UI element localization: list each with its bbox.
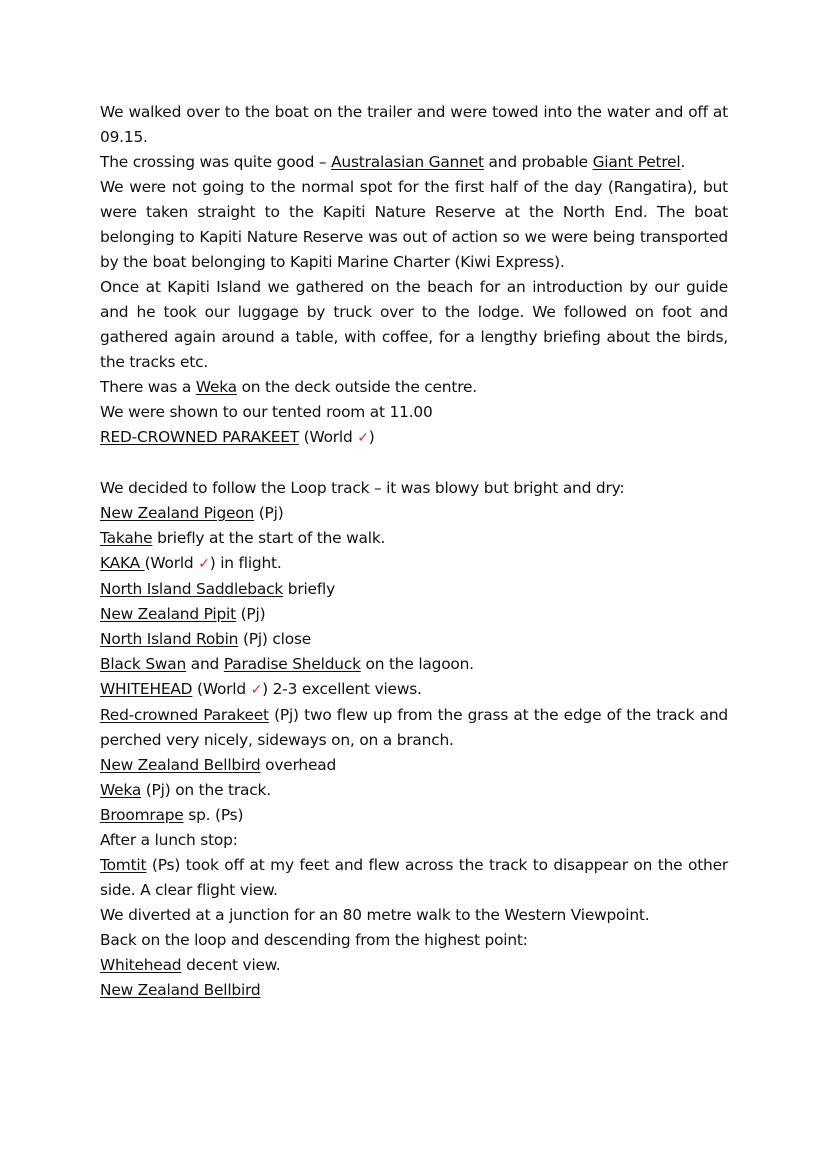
species-nz-bellbird: New Zealand Bellbird <box>100 756 261 774</box>
paragraph-rcp-lifer <box>100 425 728 451</box>
species-weka-track: Weka <box>100 781 142 799</box>
blank-line <box>100 451 728 476</box>
list-item <box>100 803 728 828</box>
species-australasian-gannet: Australasian Gannet <box>331 153 484 171</box>
list-item <box>100 577 728 602</box>
list-item <box>100 551 728 577</box>
text-robin-note: (Pj) close <box>238 630 312 648</box>
species-whitehead-lifer: WHITEHEAD <box>100 680 193 698</box>
list-item <box>100 703 728 753</box>
species-ni-robin: North Island Robin <box>100 630 239 648</box>
text-weka-track-note: (Pj) on the track. <box>141 781 271 799</box>
text-world: (World <box>298 428 358 446</box>
list-item <box>100 526 728 551</box>
text-bellbird-note: overhead <box>260 756 337 774</box>
text-broomrape-note: sp. (Ps) <box>183 806 244 824</box>
list-item <box>100 677 728 703</box>
text-weka-deck: There was a <box>100 378 196 396</box>
text-boat: We walked over to the boat on the trailer and were towed into the water and off at 09.15. <box>100 103 728 146</box>
text-whitehead2-note: decent view. <box>181 956 281 974</box>
text-tomtit-note: (Ps) took off at my feet and flew across the track to disappear on the other side. A clear flight view. <box>100 856 728 899</box>
paragraph-tented-room <box>100 400 728 425</box>
list-item <box>100 753 728 778</box>
list-item <box>100 953 728 978</box>
text-reserve: We were not going to the normal spot for the first half of the day (Rangatira), but were taken straight to the Kapiti Nature Reserve at the North End. The boat belonging to Kapiti Nature Reserve was out of action so we were being transported by the boat belonging to Kapiti Marine Charter (Kiwi Express). <box>100 178 728 271</box>
text-tented-room: We were shown to our tented room at 11.00 <box>100 403 433 421</box>
species-paradise-shelduck: Paradise Shelduck <box>223 655 361 673</box>
species-nz-pipit: New Zealand Pipit <box>100 605 236 623</box>
species-red-crowned-parakeet-lifer: RED-CROWNED PARAKEET <box>100 428 299 446</box>
species-nz-bellbird-2: New Zealand Bellbird <box>100 981 261 999</box>
text-takahe-note: briefly at the start of the walk. <box>152 529 386 547</box>
species-tomtit: Tomtit <box>100 856 147 874</box>
list-item <box>100 501 728 526</box>
text-back-loop: Back on the loop and descending from the highest point: <box>100 931 528 949</box>
paragraph-beach <box>100 275 728 375</box>
text-world: (World <box>192 680 251 698</box>
list-item <box>100 652 728 677</box>
species-broomrape: Broomrape <box>100 806 184 824</box>
text-world-close: ) <box>368 428 375 446</box>
paragraph-reserve <box>100 175 728 275</box>
text-rcp-note: (Pj) two flew up from the grass at the edge of the track and perched very nicely, sideways on, on a branch. <box>100 706 729 749</box>
checkmark-icon: ✓ <box>198 556 210 572</box>
text-diverted: We diverted at a junction for an 80 metre walk to the Western Viewpoint. <box>100 906 650 924</box>
journal-text <box>100 100 728 1003</box>
text-crossing-2: and probable <box>483 153 593 171</box>
text-lagoon-note: on the lagoon. <box>360 655 474 673</box>
text-loop: We decided to follow the Loop track – it was blowy but bright and dry: <box>100 479 625 497</box>
text-pipit-note: (Pj) <box>235 605 266 623</box>
paragraph-diverted <box>100 903 728 928</box>
species-kaka: KAKA <box>100 554 145 572</box>
species-whitehead: Whitehead <box>100 956 182 974</box>
species-black-swan: Black Swan <box>100 655 187 673</box>
text-crossing-3: . <box>680 153 686 171</box>
list-item <box>100 627 728 652</box>
text-beach: Once at Kapiti Island we gathered on the beach for an introduction by our guide and he took our luggage by truck over to the lodge. We followed on foot and gathered again around a table, with coffee, for a lengthy briefing about the birds, the tracks etc. <box>100 278 728 371</box>
paragraph-boat <box>100 100 728 150</box>
list-item <box>100 978 728 1003</box>
checkmark-icon: ✓ <box>250 682 263 698</box>
text-saddleback-note: briefly <box>283 580 336 598</box>
text-whitehead-note: ) 2-3 excellent views. <box>262 680 422 698</box>
text-weka-deck-2: on the deck outside the centre. <box>236 378 477 396</box>
paragraph-back-loop <box>100 928 728 953</box>
list-item <box>100 602 728 627</box>
text-and: and <box>186 655 224 673</box>
paragraph-crossing <box>100 150 728 175</box>
text-lunch: After a lunch stop: <box>100 831 238 849</box>
species-takahe: Takahe <box>100 529 153 547</box>
species-weka: Weka <box>195 378 237 396</box>
species-giant-petrel: Giant Petrel <box>592 153 681 171</box>
text-crossing: The crossing was quite good – <box>100 153 332 171</box>
paragraph-lunch <box>100 828 728 853</box>
paragraph-loop <box>100 476 728 501</box>
text-world: (World <box>144 554 199 572</box>
species-red-crowned-parakeet: Red-crowned Parakeet <box>100 706 269 724</box>
species-nz-pigeon: New Zealand Pigeon <box>100 504 255 522</box>
checkmark-icon: ✓ <box>357 430 369 446</box>
list-item <box>100 778 728 803</box>
paragraph-weka-deck <box>100 375 728 400</box>
text-kaka-note: ) in flight. <box>209 554 282 572</box>
list-item <box>100 853 728 903</box>
text-pj: (Pj) <box>254 504 284 522</box>
species-ni-saddleback: North Island Saddleback <box>100 580 284 598</box>
